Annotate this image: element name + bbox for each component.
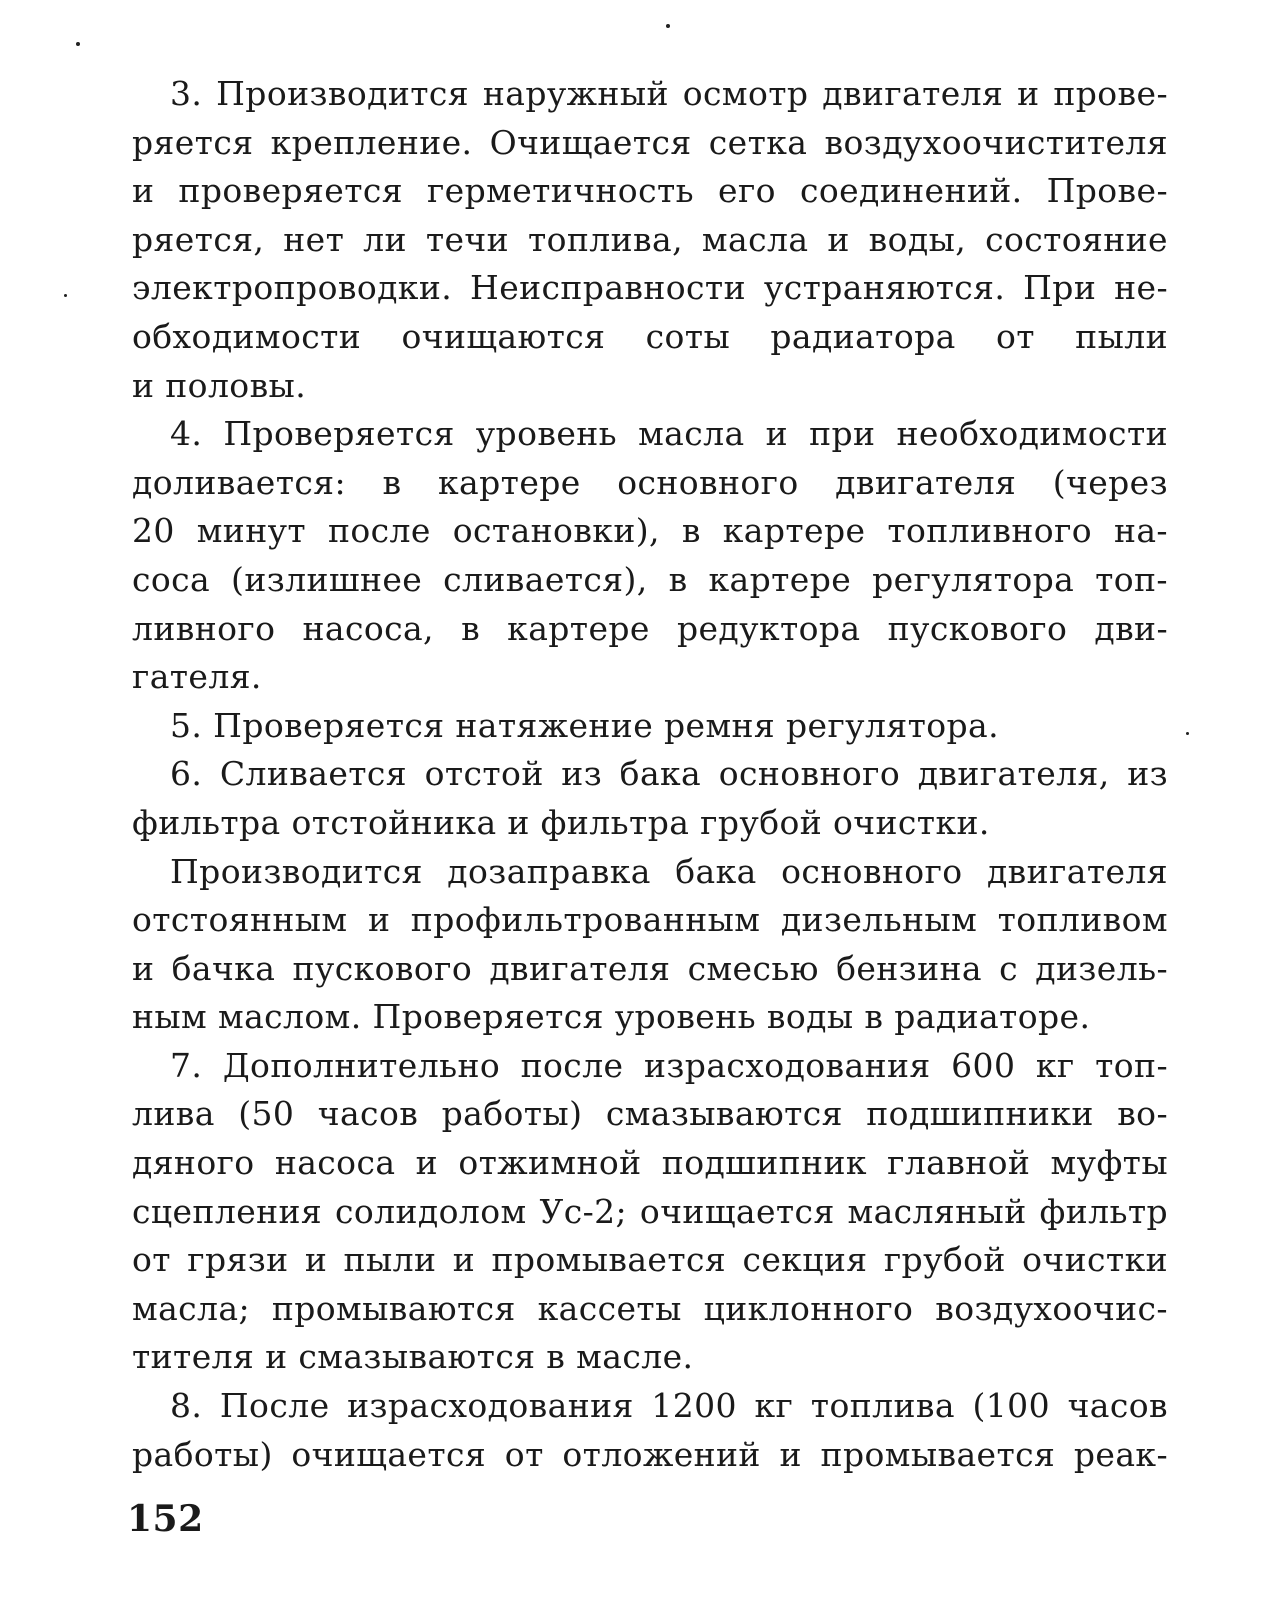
text-line: работы) очищается от отложений и промывается реак- <box>132 1434 1168 1474</box>
text-line: лива (50 часов работы) смазываются подшипники во- <box>132 1094 1168 1134</box>
text-line: и проверяется герметичность его соединений. Прове- <box>132 171 1168 211</box>
text-line: дяного насоса и отжимной подшипник главной муфты <box>132 1143 1168 1183</box>
text-line: соса (излишнее сливается), в картере регулятора топ- <box>132 559 1168 599</box>
text-line: ливного насоса, в картере редуктора пускового дви- <box>132 608 1168 648</box>
text-line: доливается: в картере основного двигателя (через <box>132 462 1168 502</box>
print-speck <box>666 24 670 28</box>
text-line: Производится дозаправка бака основного двигателя <box>170 851 1168 891</box>
text-line: 5. Проверяется натяжение ремня регулятора. <box>170 705 999 745</box>
text-line: и половы. <box>132 365 307 405</box>
text-line: 4. Проверяется уровень масла и при необходимости <box>170 414 1168 454</box>
text-line: отстоянным и профильтрованным дизельным топливом <box>132 900 1168 940</box>
print-speck <box>64 294 67 297</box>
text-line: ным маслом. Проверяется уровень воды в радиаторе. <box>132 997 1091 1037</box>
text-line: гателя. <box>132 657 262 697</box>
text-line: от грязи и пыли и промывается секция грубой очистки <box>132 1240 1168 1280</box>
page-number: 152 <box>127 1498 204 1540</box>
text-line: 8. После израсходования 1200 кг топлива (100 часов <box>170 1386 1168 1426</box>
text-line: и бачка пускового двигателя смесью бензина с дизель- <box>132 948 1168 988</box>
text-line: электропроводки. Неисправности устраняются. При не- <box>132 268 1168 308</box>
print-speck <box>76 42 80 46</box>
text-line: 3. Производится наружный осмотр двигателя и прове- <box>170 74 1168 113</box>
text-line: 20 минут после остановки), в картере топливного на- <box>132 511 1168 551</box>
print-speck <box>1186 732 1189 735</box>
text-line: обходимости очищаются соты радиатора от пыли <box>132 316 1168 356</box>
text-line: сцепления солидолом Ус-2; очищается масляный фильтр <box>132 1191 1168 1231</box>
text-line: масла; промываются кассеты циклонного воздухоочис- <box>132 1288 1168 1328</box>
body-text <box>132 70 1168 1479</box>
text-line: 6. Сливается отстой из бака основного двигателя, из <box>170 754 1168 794</box>
text-line: ряется крепление. Очищается сетка воздухоочистителя <box>132 122 1168 162</box>
text-line: ряется, нет ли течи топлива, масла и воды, состояние <box>132 219 1168 259</box>
text-line: 7. Дополнительно после израсходования 600 кг топ- <box>170 1045 1168 1085</box>
text-line: фильтра отстойника и фильтра грубой очистки. <box>132 802 990 842</box>
text-line: тителя и смазываются в масле. <box>132 1337 694 1377</box>
